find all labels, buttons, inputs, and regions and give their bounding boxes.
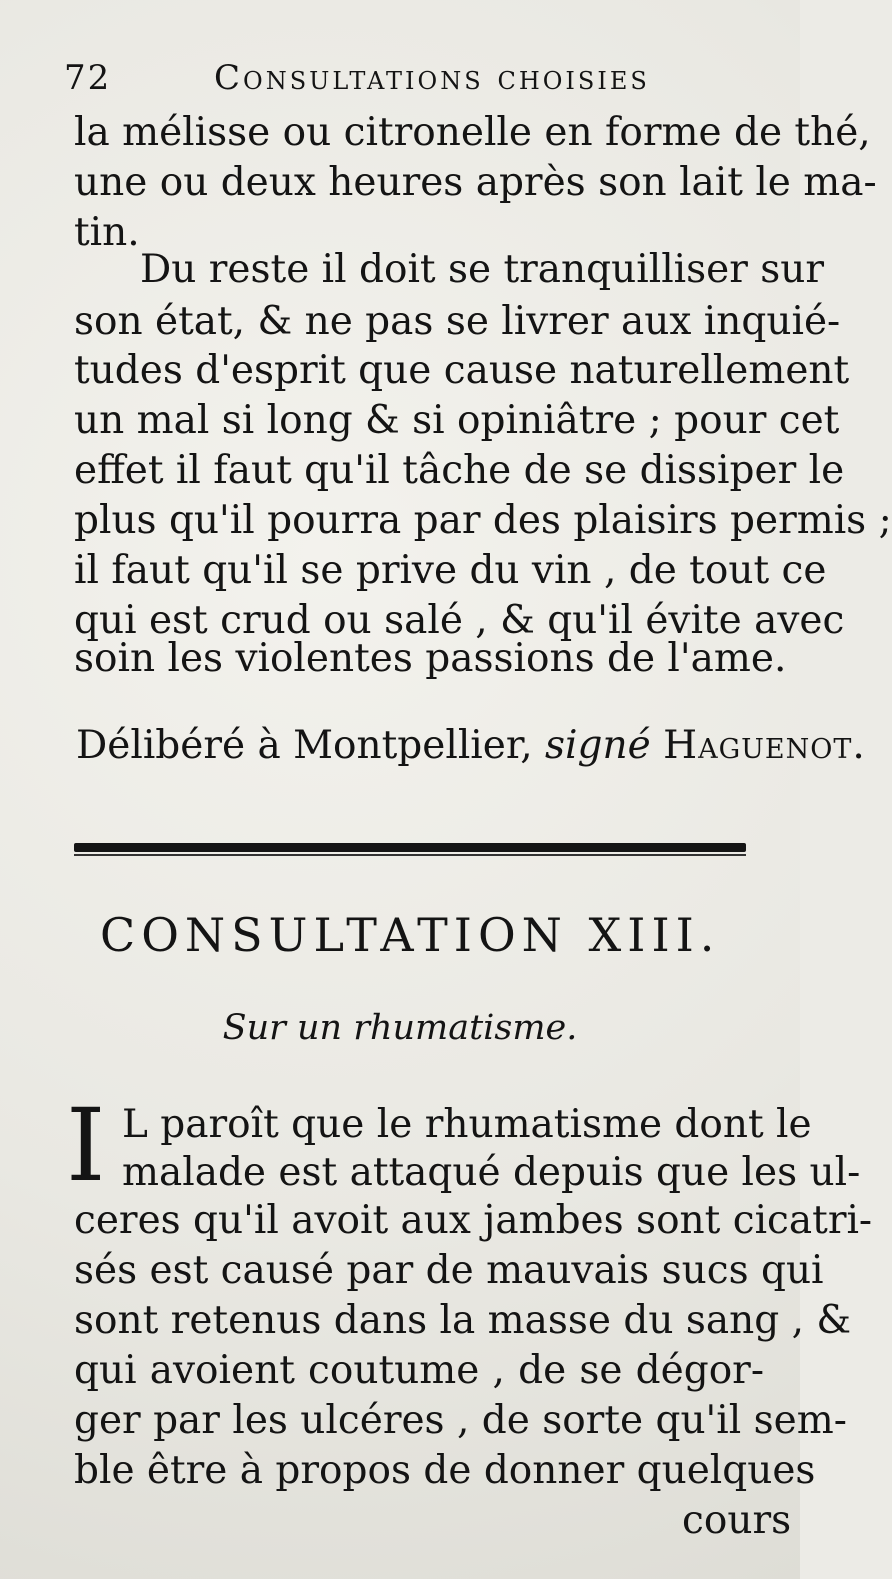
running-head — [64, 58, 754, 110]
text-line: une ou deux heures après son lait le ma- — [74, 160, 877, 205]
author-name: Haguenot. — [663, 723, 866, 768]
text-line: sés est causé par de mauvais sucs qui — [74, 1248, 824, 1293]
text-line: Du reste il doit se tranquilliser sur — [140, 247, 825, 292]
text-line: sont retenus dans la masse du sang , & — [74, 1298, 852, 1343]
text-line: plus qu'il pourra par des plaisirs permis ; — [74, 498, 892, 543]
consultation-title: CONSULTATION XIII. — [100, 908, 721, 962]
text-line: ceres qu'il avoit aux jambes sont cicatri- — [74, 1198, 873, 1243]
signed-word: signé — [545, 723, 651, 768]
signature-line — [76, 720, 866, 772]
section-divider — [74, 843, 746, 857]
text-line: effet il faut qu'il tâche de se dissiper le — [74, 448, 845, 493]
divider-thick-rule — [74, 843, 746, 852]
text-line: ble être à propos de donner quelques — [74, 1448, 816, 1493]
consultation-subtitle: Sur un rhumatisme. — [222, 1008, 578, 1048]
deliberated-text: Délibéré à Montpellier, — [76, 723, 533, 768]
text-line: son état, & ne pas se livrer aux inquié- — [74, 299, 841, 344]
running-head-title: Consultations choisies — [214, 58, 650, 98]
text-line: ger par les ulcéres , de sorte qu'il sem- — [74, 1398, 847, 1443]
text-line: qui avoient coutume , de se dégor- — [74, 1348, 764, 1393]
divider-thin-rule — [74, 854, 746, 856]
text-line: il faut qu'il se prive du vin , de tout ce — [74, 548, 827, 593]
text-line: tudes d'esprit que cause naturellement — [74, 348, 850, 393]
drop-cap: I — [66, 1087, 106, 1204]
text-line: soin les violentes passions de l'ame. — [74, 636, 787, 681]
text-line: L paroît que le rhumatisme dont le — [122, 1102, 812, 1147]
text-line: la mélisse ou citronelle en forme de thé, — [74, 110, 871, 155]
text-line: qui est crud ou salé , & qu'il évite avec — [74, 598, 845, 643]
text-line: un mal si long & si opiniâtre ; pour cet — [74, 398, 840, 443]
catchword: cours — [682, 1498, 792, 1543]
text-line: malade est attaqué depuis que les ul- — [122, 1150, 861, 1195]
page-number: 72 — [64, 58, 112, 98]
text-line: tin. — [74, 210, 140, 255]
